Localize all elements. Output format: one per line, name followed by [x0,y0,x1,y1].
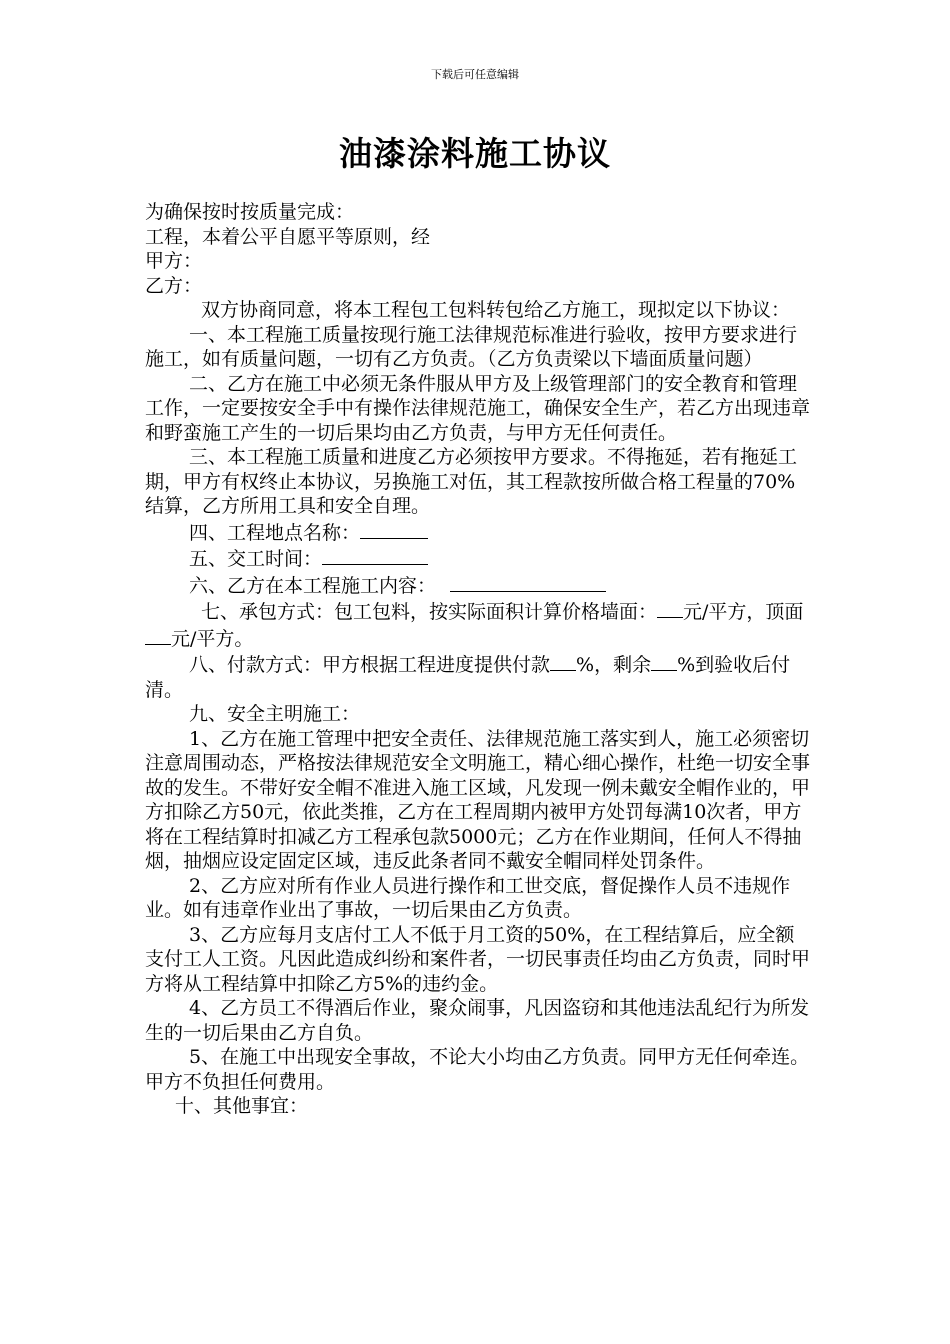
clause-7-text-b: 元/平方，顶面 [683,601,804,623]
clause-1: 一、本工程施工质量按现行施工法律规范标准进行验收，按甲方要求进行施工，如有质量问题，一切有乙方负责。（乙方负责梁以下墙面质量问题） [145,323,798,370]
agreement-paragraph: 双方协商同意，将本工程包工包料转包给乙方施工，现拟定以下协议： [201,299,791,321]
handover-time-blank [322,545,428,565]
document-title: 油漆涂料施工协议 [339,134,611,173]
clause-10: 十、其他事宜： [175,1095,309,1117]
clause-3: 三、本工程施工质量和进度乙方必须按甲方要求。不得拖延，若有拖延工期，甲方有权终止本协议，另换施工对伍，其工程款按所做合格工程量的70%结算，乙方所用工具和安全自理。 [145,446,798,517]
party-a: 甲方： [145,250,203,272]
safety-item-3: 3、乙方应每月支店付工人不低于月工资的50%，在工程结算后，应全额支付工人工资。凡因此造成纠纷和案件者，一切民事责任均由乙方负责，同时甲方将从工程结算中扣除乙方5%的违约金。 [145,923,811,995]
clause-6-text: 六、乙方在本工程施工内容： [189,574,437,597]
clause-6 [145,572,810,599]
payment-percent-blank [550,651,576,671]
clause-5 [145,545,810,572]
ceiling-price-blank [145,625,171,645]
clause-7-text-c: 元/平方。 [171,627,254,650]
clause-8-text-b: %，剩余 [576,654,652,676]
wall-price-blank [657,598,683,618]
clause-2: 二、乙方在施工中必须无条件服从甲方及上级管理部门的安全教育和管理工作，一定要按安全手中有操作法律规范施工，确保安全生产，若乙方出现违章和野蛮施工产生的一切后果均由乙方负责，与甲方无任何责任。 [145,372,811,444]
intro-line-2: 工程，本着公平自愿平等原则，经 [145,225,431,248]
safety-item-4: 4、乙方员工不得酒后作业，聚众闹事，凡因盗窃和其他违法乱纪行为所发生的一切后果由乙方自负。 [145,997,810,1044]
page-header: 下载后可任意编辑 [431,68,519,81]
document-body [145,200,810,1119]
clause-4 [145,519,810,546]
safety-item-5: 5、在施工中出现安全事故，不论大小均由乙方负责。同甲方无任何牵连。甲方不负担任何费用。 [145,1046,810,1093]
clause-8-text-c: %到验收后付清。 [145,654,791,701]
clause-8 [145,651,810,702]
clause-7-text-a: 七、承包方式：包工包料，按实际面积计算价格墙面： [201,601,658,623]
intro-line-1: 为确保按时按质量完成： [145,201,355,223]
clause-5-text: 五、交工时间： [189,548,323,570]
safety-item-1: 1、乙方在施工管理中把安全责任、法律规范施工落实到人，施工必须密切注意周围动态，严格按法律规范安全文明施工，精心细心操作，杜绝一切安全事故的发生。不带好安全帽不准进入施工区域，凡发现一例未戴安全帽作业的，甲方扣除乙方50元，依此类推，乙方在工程周期内被甲方处罚每满10次者，甲方将在工程结算时扣减乙方工程承包款5000元；乙方在作业期间，任何人不得抽烟，抽烟应设定固定区域，违反此条者同不戴安全帽同样处罚条件。 [145,727,811,872]
work-content-blank [450,572,606,592]
remaining-percent-blank [651,651,677,671]
safety-item-2: 2、乙方应对所有作业人员进行操作和工世交底，督促操作人员不违规作业。如有违章作业出了事故，一切后果由乙方负责。 [145,874,791,921]
clause-9: 九、安全主明施工： [189,703,361,725]
clause-8-text-a: 八、付款方式：甲方根据工程进度提供付款 [189,654,551,676]
clause-7 [145,598,810,651]
location-blank [360,519,428,539]
party-b: 乙方： [145,274,203,297]
clause-4-text: 四、工程地点名称： [189,521,361,544]
